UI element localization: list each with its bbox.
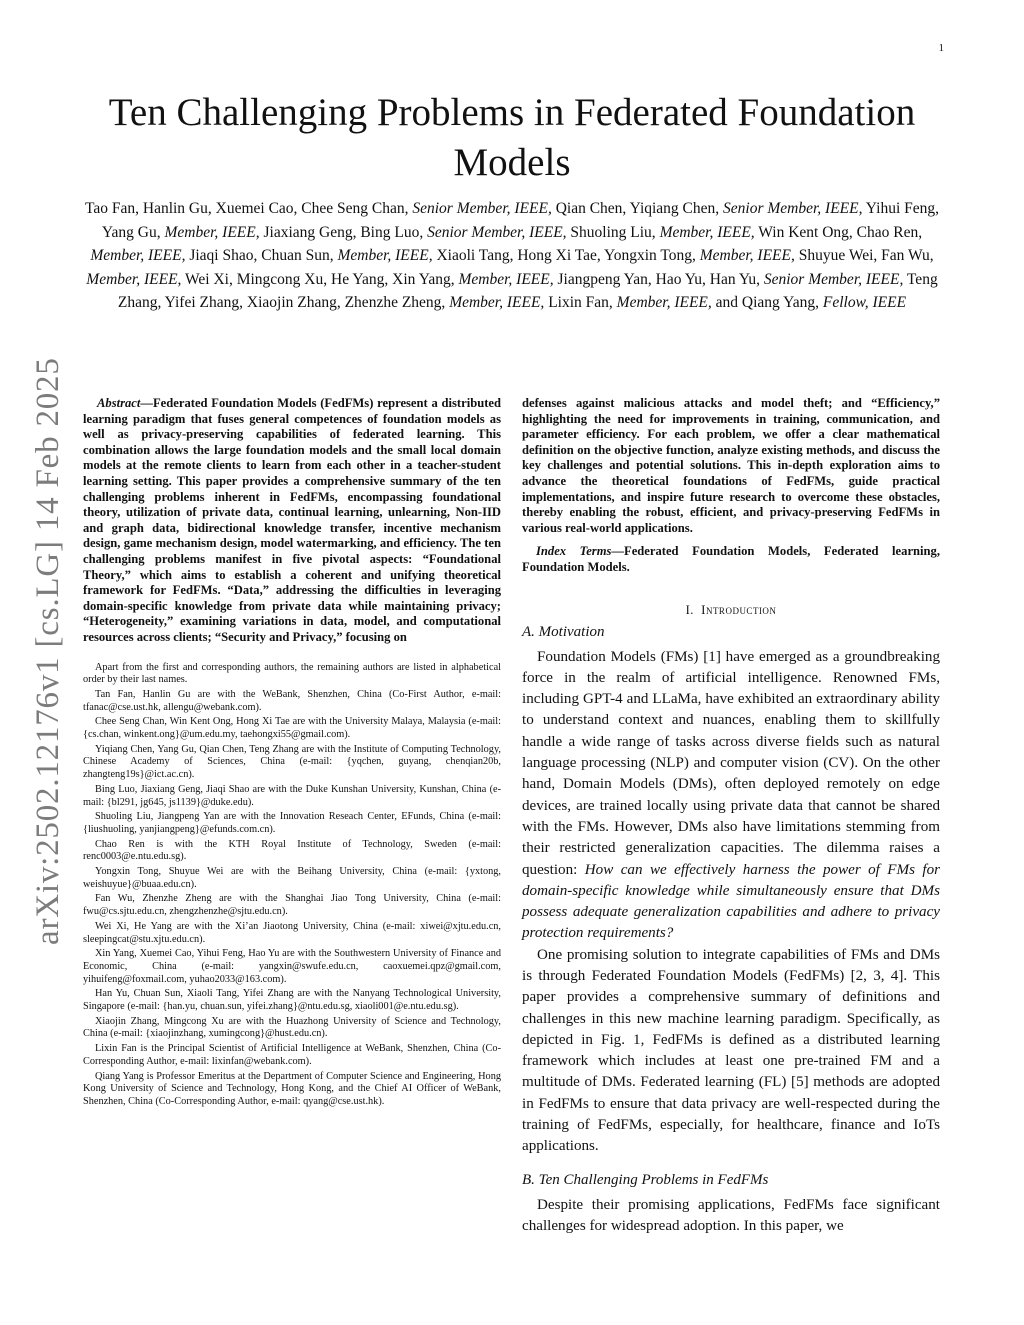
author-membership: Member, IEEE, xyxy=(90,247,186,264)
author-names: Win Kent Ong, Chao Ren, xyxy=(754,223,923,241)
author-membership: Senior Member, IEEE, xyxy=(723,200,863,217)
footnote: Yongxin Tong, Shuyue Wei are with the Beihang University, China (e-mail: {yxtong, weishuyue}@buaa.edu.cn). xyxy=(83,866,501,890)
right-column xyxy=(522,396,940,1237)
author-names: Yihui Feng, Yang Gu, xyxy=(101,200,940,241)
author-names: Shuyue Wei, Fan Wu, xyxy=(794,247,934,264)
author-membership: Member, IEEE, xyxy=(659,223,755,241)
author-affiliation-footnotes xyxy=(83,662,501,1109)
abstract-text-part2: defenses against malicious attacks and model theft; and “Efficiency,” highlighting the need for improvements in training, communication, and parameter efficiency. For each problem, we offer a clear mathematical definition on the objective function, analyze existing methods, and discuss the key challenges and potential solutions. This in-depth exploration aims to advance the theoretical foundations of FedFMs, guide practical implementations, and inspire future research to overcome these obstacles, thereby enabling the robust, efficient, and privacy-preserving FedFMs in various real-world applications. xyxy=(522,396,940,535)
author-names: Xiaoli Tang, Hong Xi Tae, Yongxin Tong, xyxy=(432,247,700,264)
abstract-continued xyxy=(522,396,940,536)
index-terms-text: —Federated Foundation Models, Federated learning, Foundation Models. xyxy=(522,544,940,574)
abstract xyxy=(83,396,501,646)
section-numeral: I. xyxy=(685,602,694,617)
author-names: Wei Xi, Mingcong Xu, He Yang, Xin Yang, xyxy=(181,270,459,288)
footnote: Chee Seng Chan, Win Kent Ong, Hong Xi Tae are with the University Malaya, Malaysia (e-mail: {cs.chan, winkent.ong}@um.edu.my, taehongxi55@gmail.com). xyxy=(83,716,501,741)
footnote: Qiang Yang is Professor Emeritus at the Department of Computer Science and Engineering, Hong Kong University of Science and Technology, Hong Kong, and the Chief AI Officer of WeBank, Shenzhen, China (Co-Corresponding Author, e-mail: qyang@cse.ust.hk). xyxy=(83,1070,501,1107)
author-membership: Member, IEEE, xyxy=(164,223,260,241)
author-names: and Qiang Yang, xyxy=(711,294,823,311)
footnote: Apart from the first and corresponding authors, the remaining authors are listed in alphabetical order by their last names. xyxy=(83,661,501,686)
author-membership: Senior Member, IEEE, xyxy=(412,200,552,217)
paragraph-ten-problems-1: Despite their promising applications, FedFMs face significant challenges for widespread adoption. In this paper, we xyxy=(522,1196,940,1234)
author-membership: Senior Member, IEEE, xyxy=(427,223,567,241)
author-membership: Member, IEEE, xyxy=(86,270,182,288)
author-names: Jiaxiang Geng, Bing Luo, xyxy=(259,223,428,241)
author-list xyxy=(80,197,944,315)
subsection-motivation: A. Motivation xyxy=(522,623,605,640)
author-membership: Member, IEEE, xyxy=(458,270,554,288)
index-terms xyxy=(522,544,940,575)
subsection-ten-problems: B. Ten Challenging Problems in FedFMs xyxy=(522,1171,769,1188)
footnote: Tan Fan, Hanlin Gu are with the WeBank, Shenzhen, China (Co-First Author, e-mail: tfanac@cse.ust.hk, allengu@webank.com). xyxy=(83,688,501,713)
paragraph-motivation-1 xyxy=(522,647,940,945)
arxiv-identifier: arXiv:2502.12176v1 [cs.LG] 14 Feb 2025 xyxy=(30,357,66,945)
section-title: Introduction xyxy=(701,601,777,617)
research-question: How can we effectively harness the power of FMs for domain-specific knowledge while simultaneously ensure that DMs possess adequate generalization capabilities and adhere to privacy protection requirements? xyxy=(522,861,941,942)
author-names: Jiaqi Shao, Chuan Sun, xyxy=(185,247,338,264)
author-names: Lixin Fan, xyxy=(544,294,617,311)
footnote: Wei Xi, He Yang are with the Xi’an Jiaotong University, China (e-mail: xiwei@xjtu.edu.cn, sleepingcat@stu.xjtu.edu.cn). xyxy=(83,920,501,945)
author-membership: Fellow, IEEE xyxy=(822,294,907,311)
author-membership: Member, IEEE, xyxy=(337,247,433,264)
footnote: Xin Yang, Xuemei Cao, Yihui Feng, Hao Yu are with the Southwestern University of Finance and Economic, China (e-mail: yangxin@swufe.edu.cn, caoxuemei.qpz@gmail.com, yihuifeng@foxmail.com, yuhao2033@163.com). xyxy=(83,948,501,985)
author-names: Shuoling Liu, xyxy=(566,223,660,241)
author-membership: Senior Member, IEEE, xyxy=(763,270,904,288)
author-names: Teng Zhang, Yifei Zhang, Xiaojin Zhang, Zhenzhe Zheng, xyxy=(117,270,938,311)
footnote: Shuoling Liu, Jiangpeng Yan are with the Innovation Reseach Center, EFunds, China (e-mail: {liushuoling, yanjiangpeng}@efunds.com.cn). xyxy=(83,811,501,835)
author-membership: Member, IEEE, xyxy=(449,294,545,311)
author-membership: Member, IEEE, xyxy=(616,294,712,311)
author-membership: Member, IEEE, xyxy=(699,247,795,264)
footnote: Xiaojin Zhang, Mingcong Xu are with the Huazhong University of Science and Technology, China (e-mail: {xiaojinzhang, xumingcong}@hust.edu.cn). xyxy=(83,1015,501,1040)
footnote: Fan Wu, Zhenzhe Zheng are with the Shanghai Jiao Tong University, China (e-mail: fwu@cs.sjtu.edu.cn, zhengzhenzhe@sjtu.edu.cn). xyxy=(83,893,501,918)
index-terms-label: Index Terms xyxy=(536,544,612,559)
section-heading-introduction xyxy=(522,602,940,618)
paragraph-text: Foundation Models (FMs) [1] have emerged as a groundbreaking force in the realm of artificial intelligence. Renowned FMs, including GPT-4 and LLaMa, have exhibited an extraordinary ability to understand context and nuances, enabling them to skillfully handle a wide range of tasks across diverse fields such as natural language processing (NLP) and computer vision (CV). On the other hand, Domain Models (DMs), often deployed remotely on edge devices, are trained locally using private data that cannot be shared with the FMs. However, DMs also have limitations stemming from their restricted generalization capacities. The dilemma raises a question: xyxy=(522,648,940,878)
abstract-label: Abstract xyxy=(97,396,141,410)
author-names: Jiangpeng Yan, Hao Yu, Han Yu, xyxy=(553,270,764,288)
footnote: Han Yu, Chuan Sun, Xiaoli Tang, Yifei Zhang are with the Nanyang Technological University, Singapore (e-mail: {han.yu, chuan.sun, yifei.zhang}@ntu.edu.sg, xiaoli001@e.ntu.edu.sg). xyxy=(83,988,501,1013)
footnote: Lixin Fan is the Principal Scientist of Artificial Intelligence at WeBank, Shenzhen, China (Co-Corresponding Author, e-mail: lixinfan@webank.com). xyxy=(83,1043,501,1067)
footnote: Bing Luo, Jiaxiang Geng, Jiaqi Shao are with the Duke Kunshan University, Kunshan, China (e-mail: {bl291, jg645, js1139}@duke.edu). xyxy=(83,783,501,808)
abstract-text-part1: —Federated Foundation Models (FedFMs) represent a distributed learning paradigm that fuses general competences of foundation models as well as privacy-preserving capabilities of federated learning. This combination allows the large foundation models and the small local domain models at the remote clients to learn from each other in a teacher-student learning setting. This paper provides a comprehensive summary of the ten challenging problems inherent in FedFMs, encompassing foundational theory, utilization of private data, continual learning, unlearning, Non-IID and graph data, bidirectional knowledge transfer, incentive mechanism design, game mechanism design, model watermarking, and efficiency. The ten challenging problems manifest in five pivotal aspects: “Foundational Theory,” which aims to establish a coherent and unifying theoretical framework for FedFMs. “Data,” addressing the difficulties in leveraging domain-specific knowledge from private data while maintaining privacy; “Heterogeneity,” examining variations in data, model, and computational resources across clients; “Security and Privacy,” focusing on xyxy=(83,396,501,644)
left-column xyxy=(83,396,501,1111)
footnote: Yiqiang Chen, Yang Gu, Qian Chen, Teng Zhang are with the Institute of Computing Technology, Chinese Academy of Sciences, China (e-mail: {yqchen, guyang, chenqian20b, zhangteng19s}@ict.ac.cn). xyxy=(83,743,501,781)
author-names: Qian Chen, Yiqiang Chen, xyxy=(551,200,724,217)
paper-title: Ten Challenging Problems in Federated Foundation Models xyxy=(108,91,916,184)
author-names: Tao Fan, Hanlin Gu, Xuemei Cao, Chee Seng Chan, xyxy=(84,200,413,217)
page-number: 1 xyxy=(938,42,944,54)
footnote: Chao Ren is with the KTH Royal Institute of Technology, Sweden (e-mail: renc0003@e.ntu.edu.sg). xyxy=(83,838,501,863)
paragraph-motivation-2: One promising solution to integrate capabilities of FMs and DMs is through Federated Foundation Models (FedFMs) [2, 3, 4]. This paper provides a comprehensive summary of definitions and challenges in this new machine learning paradigm. Specifically, as depicted in Fig. 1, FedFMs is defined as a distributed learning framework which includes at least one pre-trained FM and a multitude of DMs. Federated learning (FL) [5] methods are adopted in FedFMs to ensure that data privacy are well-respected during the training of FedFMs, especially, for healthcare, finance and IoTs applications. xyxy=(522,946,940,1155)
